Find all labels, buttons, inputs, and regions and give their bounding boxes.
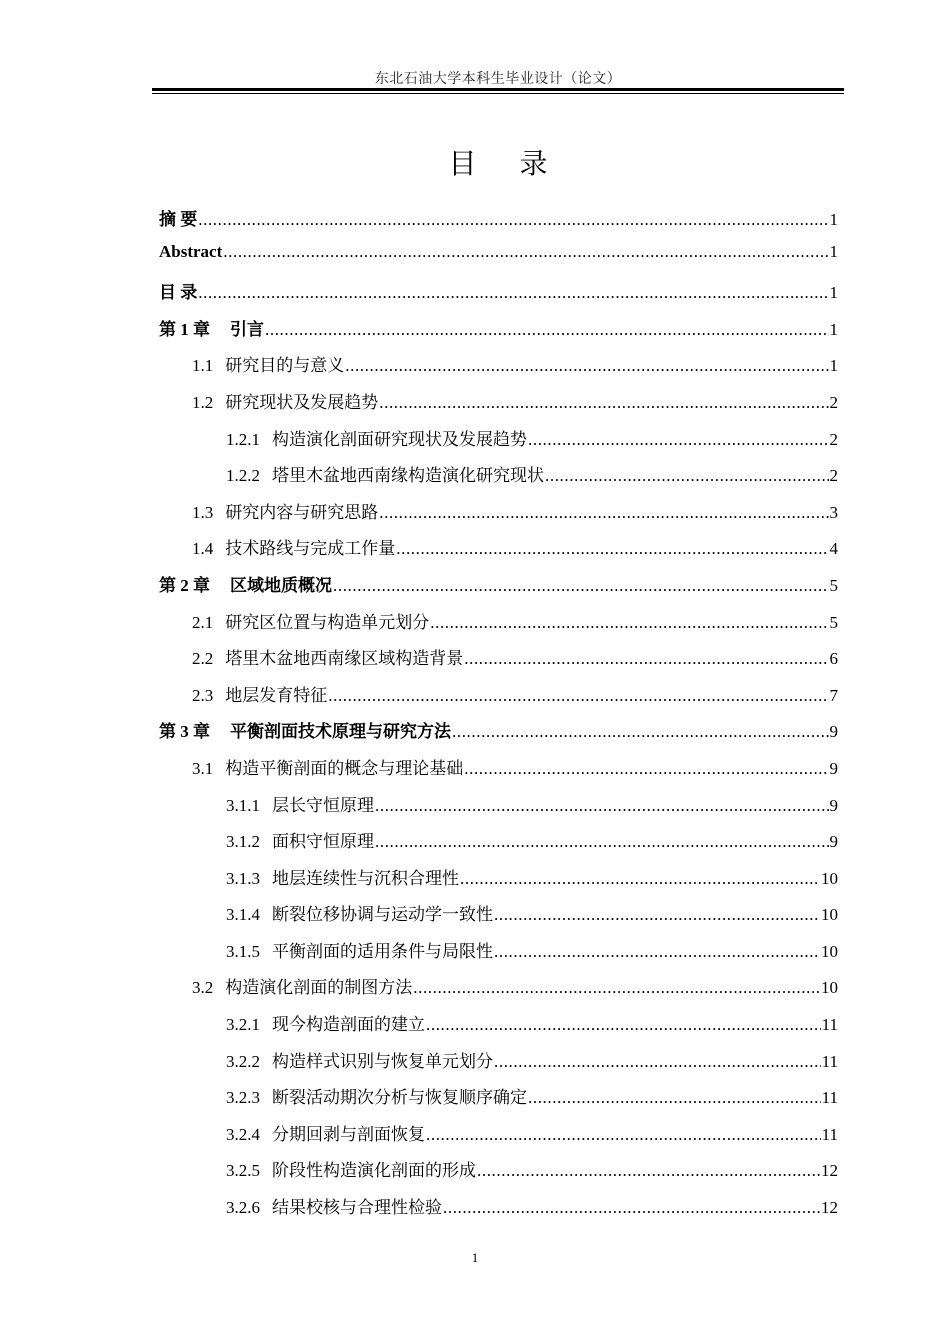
- toc-entry-number: 1.1: [192, 356, 214, 376]
- dot-leader: [396, 539, 828, 559]
- toc-entry-page: 2: [829, 392, 838, 412]
- toc-entry-label: Abstract: [159, 241, 223, 261]
- toc-entry-number: 3.2.1: [226, 1015, 260, 1035]
- toc-entry-label: 研究内容与研究思路: [225, 502, 379, 522]
- dot-leader: [375, 796, 829, 816]
- dot-leader: [265, 320, 829, 340]
- toc-entry[interactable]: [159, 315, 838, 352]
- toc-entry-number: 3.2.6: [226, 1198, 260, 1218]
- toc-entry-number: 2.3: [192, 685, 214, 705]
- dot-leader: [460, 869, 820, 889]
- toc-entry-page: 10: [821, 978, 838, 998]
- toc-entry[interactable]: [159, 461, 838, 498]
- toc-entry[interactable]: [159, 864, 838, 901]
- toc-entry[interactable]: [159, 1193, 838, 1230]
- toc-entry-page: 4: [829, 539, 838, 559]
- page-number: 1: [471, 1250, 479, 1265]
- dot-leader: [198, 283, 828, 303]
- toc-entry[interactable]: [159, 278, 838, 315]
- toc-entry-label: 构造样式识别与恢复单元划分: [272, 1051, 493, 1071]
- toc-entry-label: 研究区位置与构造单元划分: [225, 612, 430, 632]
- toc-entry-label: 断裂位移协调与运动学一致性: [272, 905, 493, 925]
- toc-entry-page: 11: [821, 1124, 838, 1144]
- toc-entry-label: 地层发育特征: [225, 685, 328, 705]
- toc-entry-number: 1.2.1: [226, 429, 260, 449]
- toc-entry-page: 1: [829, 283, 838, 303]
- toc-entry[interactable]: [159, 973, 838, 1010]
- toc-entry[interactable]: [159, 425, 838, 462]
- toc-entry-number: 1.2.2: [226, 466, 260, 486]
- toc-entry-number: 3.2.2: [226, 1051, 260, 1071]
- toc-entry[interactable]: [159, 571, 838, 608]
- dot-leader: [494, 1052, 821, 1072]
- header-rule-thin: [152, 93, 844, 94]
- toc-entry-page: 7: [829, 685, 838, 705]
- toc-entry-page: 12: [821, 1161, 838, 1181]
- toc-entry-number: 3.2.3: [226, 1088, 260, 1108]
- dot-leader: [328, 686, 828, 706]
- toc-entry[interactable]: [159, 534, 838, 571]
- toc-entry-page: 10: [821, 905, 838, 925]
- toc-entry-label: 分期回剥与剖面恢复: [272, 1124, 425, 1144]
- toc-entry-number: 2.2: [192, 649, 214, 669]
- toc-entry-label: 现今构造剖面的建立: [272, 1015, 425, 1035]
- toc-entry-number: 3.1.3: [226, 868, 260, 888]
- toc-entry-number: 2.1: [192, 612, 214, 632]
- toc-entry-page: 1: [829, 210, 838, 229]
- toc-entry-label: 构造演化剖面的制图方法: [225, 978, 413, 998]
- toc-entry-page: 9: [829, 832, 838, 852]
- toc-entry[interactable]: [159, 1010, 838, 1047]
- toc-entry-number: 3.2.4: [226, 1124, 260, 1144]
- toc-entry-label: 结果校核与合理性检验: [272, 1198, 442, 1218]
- toc-entry[interactable]: [159, 827, 838, 864]
- dot-leader: [426, 1125, 821, 1145]
- dot-leader: [345, 356, 828, 376]
- toc-entry-label: 构造平衡剖面的概念与理论基础: [225, 758, 464, 778]
- toc-entry-number: 1.4: [192, 539, 214, 559]
- toc-entry-label: 构造演化剖面研究现状及发展趋势: [272, 429, 527, 449]
- toc-title: 目 录: [448, 149, 566, 180]
- toc-entry-label: 断裂活动期次分析与恢复顺序确定: [272, 1088, 527, 1108]
- toc-entry-label: 摘 要: [159, 210, 198, 229]
- dot-leader: [333, 576, 829, 596]
- toc-entry-label: 塔里木盆地西南缘构造演化研究现状: [272, 466, 544, 486]
- toc-entry-page: 1: [829, 356, 838, 376]
- toc-entry-label: 阶段性构造演化剖面的形成: [272, 1161, 476, 1181]
- page-header: 东北石油大学本科生毕业设计（论文）: [374, 72, 622, 87]
- toc-entry-label: 平衡剖面技术原理与研究方法: [230, 722, 451, 742]
- dot-leader: [494, 942, 820, 962]
- toc-entry-page: 11: [821, 1088, 838, 1108]
- dot-leader: [494, 905, 820, 925]
- toc-entry-number: 3.1.1: [226, 795, 260, 815]
- toc-entry[interactable]: [159, 937, 838, 974]
- table-of-contents: [159, 205, 838, 1230]
- toc-entry[interactable]: [159, 1083, 838, 1120]
- dot-leader: [443, 1198, 820, 1218]
- toc-entry[interactable]: [159, 242, 838, 279]
- toc-entry[interactable]: [159, 351, 838, 388]
- toc-entry-number: 3.1.4: [226, 905, 260, 925]
- toc-entry[interactable]: [159, 791, 838, 828]
- toc-entry[interactable]: [159, 1156, 838, 1193]
- dot-leader: [223, 242, 828, 262]
- toc-entry-label: 地层连续性与沉积合理性: [272, 868, 459, 888]
- toc-entry-label: 平衡剖面的适用条件与局限性: [272, 941, 493, 961]
- toc-entry[interactable]: [159, 1047, 838, 1084]
- toc-entry-page: 9: [829, 795, 838, 815]
- toc-entry-number: 1.3: [192, 502, 214, 522]
- toc-entry-page: 1: [829, 319, 838, 339]
- toc-entry-label: 塔里木盆地西南缘区域构造背景: [225, 649, 464, 669]
- toc-entry-number: 第 3 章: [159, 722, 210, 742]
- header-rule-thick: [152, 88, 844, 91]
- dot-leader: [426, 1015, 821, 1035]
- toc-entry-label: 研究目的与意义: [225, 356, 345, 376]
- toc-entry-page: 10: [821, 868, 838, 888]
- toc-entry-page: 10: [821, 941, 838, 961]
- toc-entry-page: 12: [821, 1198, 838, 1218]
- toc-entry-number: 1.2: [192, 392, 214, 412]
- dot-leader: [545, 466, 829, 486]
- toc-entry[interactable]: [159, 498, 838, 535]
- dot-leader: [452, 722, 829, 742]
- toc-entry-page: 2: [829, 429, 838, 449]
- toc-entry-page: 5: [829, 575, 838, 595]
- toc-entry-page: 3: [829, 502, 838, 522]
- dot-leader: [379, 393, 828, 413]
- toc-entry-number: 3.1.5: [226, 941, 260, 961]
- toc-entry-label: 引言: [230, 319, 264, 339]
- dot-leader: [379, 503, 828, 523]
- dot-leader: [477, 1161, 820, 1181]
- toc-entry[interactable]: [159, 388, 838, 425]
- toc-entry-page: 11: [821, 1051, 838, 1071]
- toc-entry-page: 1: [829, 241, 838, 261]
- toc-entry[interactable]: [159, 205, 838, 242]
- toc-entry-label: 层长守恒原理: [272, 795, 374, 815]
- toc-entry-number: 3.2: [192, 978, 214, 998]
- toc-entry[interactable]: [159, 900, 838, 937]
- toc-entry-number: 3.1: [192, 758, 214, 778]
- toc-entry[interactable]: [159, 717, 838, 754]
- dot-leader: [198, 210, 828, 230]
- dot-leader: [375, 832, 829, 852]
- toc-entry-label: 研究现状及发展趋势: [225, 392, 379, 412]
- toc-entry-number: 第 2 章: [159, 575, 210, 595]
- toc-entry-page: 11: [821, 1015, 838, 1035]
- toc-entry-page: 2: [829, 466, 838, 486]
- toc-entry-page: 9: [829, 758, 838, 778]
- toc-entry-page: 5: [829, 612, 838, 632]
- toc-entry-number: 3.2.5: [226, 1161, 260, 1181]
- toc-entry-page: 6: [829, 649, 838, 669]
- toc-entry-page: 9: [829, 722, 838, 742]
- toc-entry[interactable]: [159, 754, 838, 791]
- toc-entry-number: 3.1.2: [226, 832, 260, 852]
- toc-entry-label: 面积守恒原理: [272, 832, 374, 852]
- toc-entry[interactable]: [159, 644, 838, 681]
- dot-leader: [528, 1088, 821, 1108]
- dot-leader: [464, 759, 828, 779]
- dot-leader: [430, 613, 828, 633]
- toc-entry-number: 第 1 章: [159, 319, 210, 339]
- toc-entry[interactable]: [159, 1120, 838, 1157]
- toc-entry-label: 区域地质概况: [230, 575, 332, 595]
- toc-entry-label: 技术路线与完成工作量: [225, 539, 396, 559]
- dot-leader: [464, 649, 828, 669]
- dot-leader: [413, 978, 820, 998]
- toc-entry-label: 目 录: [159, 283, 198, 303]
- toc-entry[interactable]: [159, 681, 838, 718]
- toc-entry[interactable]: [159, 608, 838, 645]
- dot-leader: [528, 430, 829, 450]
